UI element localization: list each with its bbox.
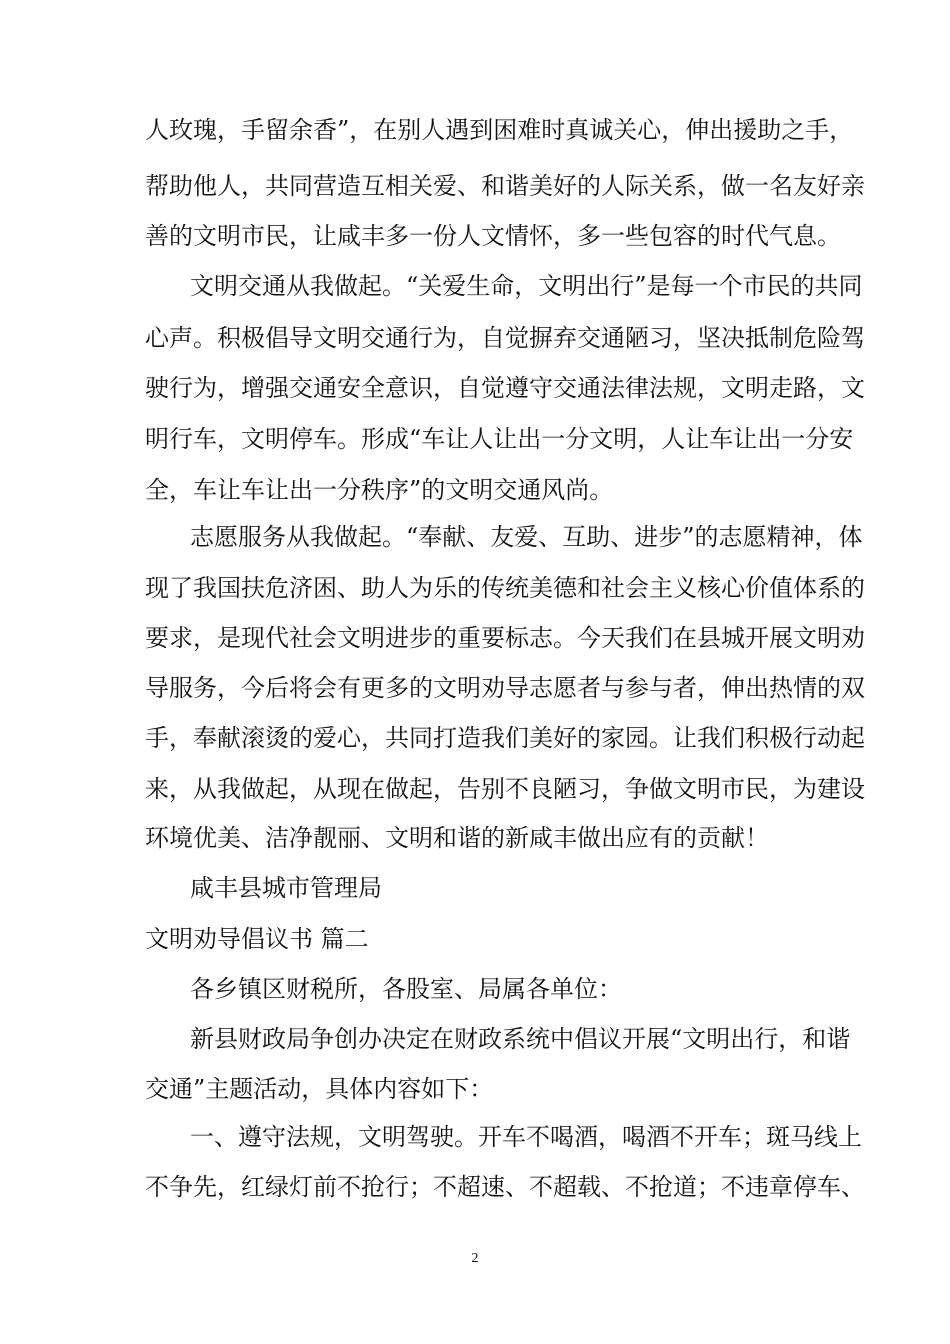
text-line: 手，奉献滚烫的爱心，共同打造我们美好的家园。让我们积极行动起 bbox=[145, 724, 865, 752]
text-line: 帮助他人，共同营造互相关爱、和谐美好的人际关系，做一名友好亲 bbox=[145, 172, 865, 200]
paragraph-start-line: 志愿服务从我做起。“奉献、友爱、互助、进步”的志愿精神，体 bbox=[190, 523, 863, 551]
text-line: 要求，是现代社会文明进步的重要标志。今天我们在县城开展文明劝 bbox=[145, 624, 865, 652]
text-line: 善的文明市民，让咸丰多一份人文情怀，多一些包容的时代气息。 bbox=[145, 222, 841, 250]
salutation-line: 各乡镇区财税所，各股室、局属各单位： bbox=[190, 975, 622, 1003]
text-line: 明行车，文明停车。形成“车让人让出一分文明，人让车让出一分安 bbox=[145, 425, 854, 453]
paragraph-start-line: 新县财政局争创办决定在财政系统中倡议开展“文明出行，和谐 bbox=[190, 1025, 851, 1053]
text-line: 导服务，今后将会有更多的文明劝导志愿者与参与者，伸出热情的双 bbox=[145, 674, 865, 702]
text-line: 环境优美、洁净靓丽、文明和谐的新咸丰做出应有的贡献！ bbox=[145, 824, 769, 852]
section-heading: 文明劝导倡议书 篇二 bbox=[145, 925, 369, 953]
text-line: 人玫瑰，手留余香”，在别人遇到困难时真诚关心，伸出援助之手， bbox=[145, 116, 854, 144]
text-line: 现了我国扶危济困、助人为乐的传统美德和社会主义核心价值体系的 bbox=[145, 574, 865, 602]
text-line: 来，从我做起，从现在做起，告别不良陋习，争做文明市民，为建设 bbox=[145, 775, 865, 803]
paragraph-start-line: 一、遵守法规，文明驾驶。开车不喝酒，喝酒不开车；斑马线上 bbox=[190, 1123, 862, 1151]
text-line: 不争先，红绿灯前不抢行；不超速、不超载、不抢道；不违章停车、 bbox=[145, 1173, 865, 1201]
text-line: 驶行为，增强交通安全意识，自觉遵守交通法律法规，文明走路，文 bbox=[145, 374, 865, 402]
text-line: 全，车让车让出一分秩序”的文明交通风尚。 bbox=[145, 476, 614, 504]
signature-line: 咸丰县城市管理局 bbox=[190, 874, 382, 902]
text-line: 心声。积极倡导文明交通行为，自觉摒弃交通陋习，坚决抵制危险驾 bbox=[145, 324, 865, 352]
page-number: 2 bbox=[471, 1251, 479, 1266]
paragraph-start-line: 文明交通从我做起。“关爱生命，文明出行”是每一个市民的共同 bbox=[190, 272, 863, 300]
text-line: 交通”主题活动，具体内容如下： bbox=[145, 1075, 494, 1103]
